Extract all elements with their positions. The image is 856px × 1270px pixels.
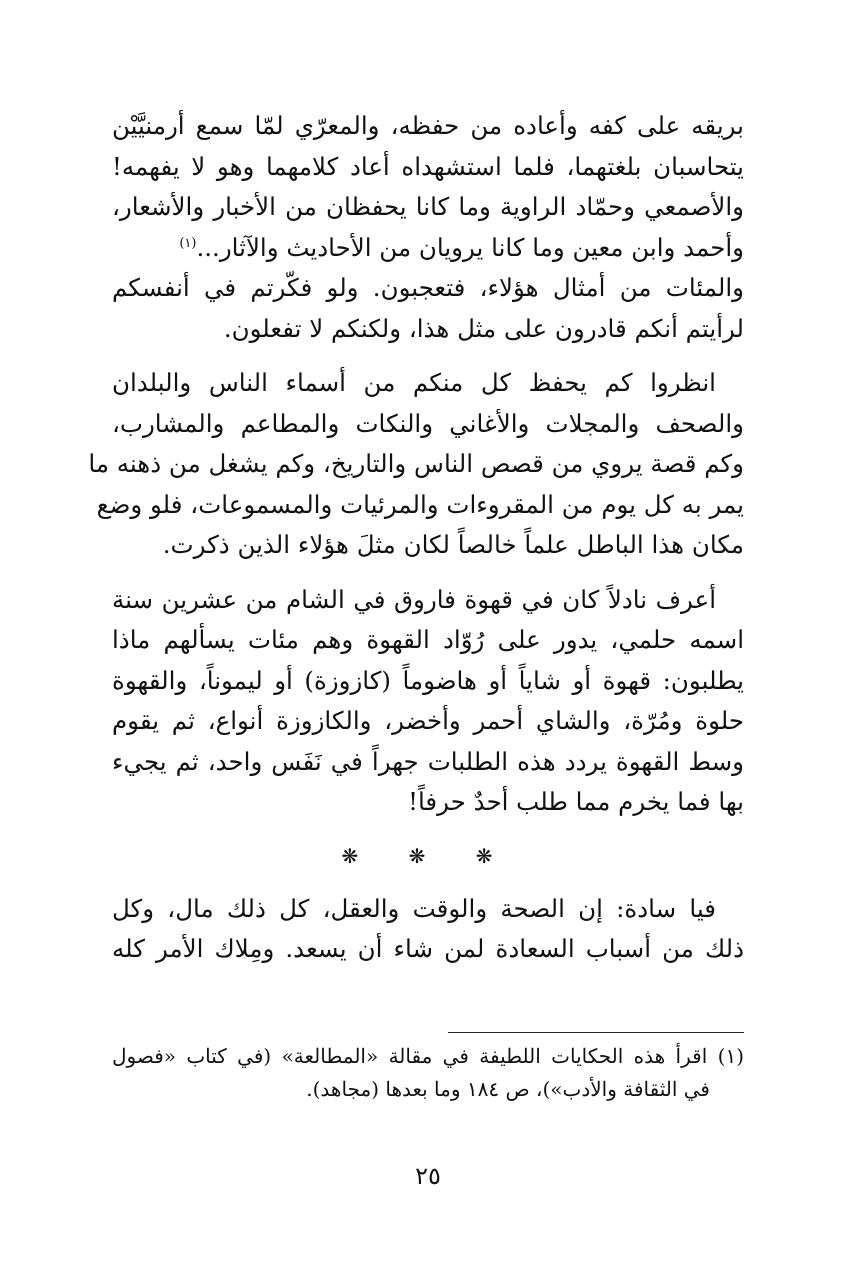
paragraph-2 xyxy=(88,363,744,566)
text-line: اسمه حلمي، يدور على رُوّاد القهوة وهم مئات يسألهم ماذا xyxy=(112,625,744,654)
footnote-divider xyxy=(448,1032,744,1033)
text-line: انظروا كم يحفظ كل منكم من أسماء الناس والبلدان xyxy=(112,368,716,397)
text-line-with-footnote xyxy=(112,228,744,269)
paragraph-4 xyxy=(112,889,744,970)
footnote-line: (١) اقرأ هذه الحكايات اللطيفة في مقالة «المطالعة» (في كتاب «فصول xyxy=(112,1044,744,1068)
footnotes xyxy=(112,1040,744,1106)
footnote-reference: (١) xyxy=(179,235,197,251)
section-separator: ❋ ❋ ❋ xyxy=(341,843,515,868)
text-line: أعرف نادلاً كان في قهوة فاروق في الشام من عشرين سنة xyxy=(112,584,716,614)
text-line: يمر به كل يوم من المقروءات والمرئيات والمسموعات، فلو وضع xyxy=(96,489,744,519)
text-line: والمئات من أمثال هؤلاء، فتعجبون. ولو فكّرتم في أنفسكم xyxy=(112,273,744,302)
text-line: ذلك من أسباب السعادة لمن شاء أن يسعد. ومِلاك الأمر كله xyxy=(112,934,744,963)
text-line: بريقه على كفه وأعاده من حفظه، والمعرّي لمّا سمع أرمنيَّيْن xyxy=(112,111,744,140)
text-line: بها فما يخرم مما طلب أحدٌ حرفاً! xyxy=(408,787,744,816)
footnote-1 xyxy=(112,1040,744,1106)
text-line: حلوة ومُرّة، والشاي أحمر وأخضر، والكازوزة أنواع، ثم يقوم xyxy=(112,706,744,735)
paragraph-1 xyxy=(112,106,744,349)
text-line: يطلبون: قهوة أو شاياً أو هاضوماً (كازوزة) أو ليموناً، والقهوة xyxy=(112,665,744,695)
text-line: فيا سادة: إن الصحة والوقت والعقل، كل ذلك مال، وكل xyxy=(112,893,716,923)
text-line: وكم قصة يروي من قصص الناس والتاريخ، وكم يشغل من ذهنه ما xyxy=(88,449,744,478)
footnote-line: في الثقافة والأدب»)، ص ١٨٤ وما بعدها (مجاهد). xyxy=(306,1077,710,1101)
text-line: والأصمعي وحمّاد الراوية وما كانا يحفظان من الأخبار والأشعار، xyxy=(112,192,744,221)
page-body xyxy=(88,106,744,970)
text-line: يتحاسبان بلغتهما، فلما استشهداه أعاد كلامهما وهو لا يفهمه! xyxy=(112,151,744,181)
text-line: والصحف والمجلات والأغاني والنكات والمطاعم والمشارب، xyxy=(112,408,744,438)
text-line: وسط القهوة يردد هذه الطلبات جهراً في نَفَس واحد، ثم يجيء xyxy=(112,746,744,776)
paragraph-3 xyxy=(112,580,744,823)
page-number: ٢٥ xyxy=(415,1162,441,1190)
text-line: مكان هذا الباطل علماً خالصاً لكان مثلَ هؤلاء الذين ذكرت. xyxy=(162,530,744,559)
text-line: لرأيتم أنكم قادرون على مثل هذا، ولكنكم لا تفعلون. xyxy=(223,313,744,343)
text-line: وأحمد وابن معين وما كانا يرويان من الأحاديث والآثار... xyxy=(196,232,744,262)
